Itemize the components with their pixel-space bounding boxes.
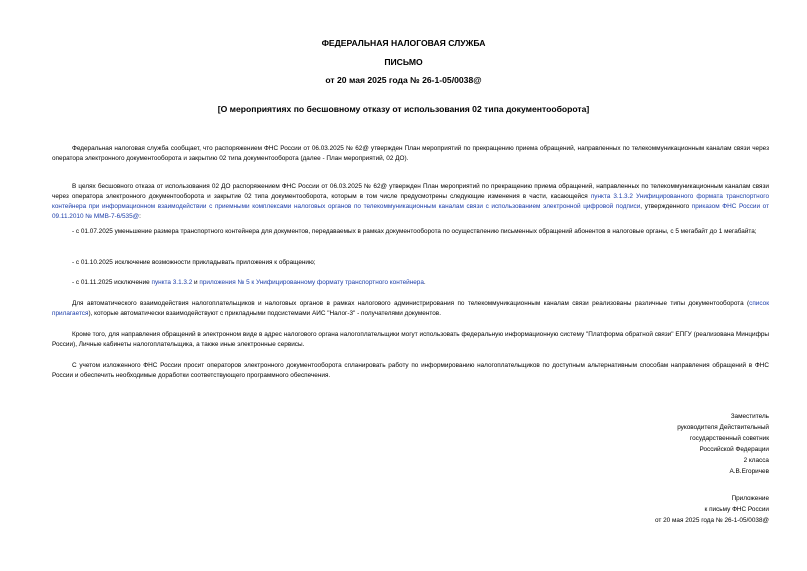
document-date: от 20 мая 2025 года № 26-1-05/0038@ [325, 75, 482, 85]
appendix-line: к письму ФНС России [704, 506, 769, 513]
signature-line: руководителя Действительный [677, 424, 769, 431]
list-item-text: . [423, 279, 426, 286]
signature-line: 2 класса [743, 457, 769, 464]
appendix-line: Приложение [731, 495, 769, 502]
paragraph-intro: Федеральная налоговая служба сообщает, что распоряжением ФНС России от 06.03.2025 № 62@ утвержден План мероприятий по прекращению приема обращений, направленных по телекоммуникационным каналам связи через оператора электронного документооборота и закрытию 02 типа документооборота (далее - План мероприятий, 02 ДО). [52, 145, 769, 162]
list-item-size-reduction: - с 01.07.2025 уменьшение размера транспортного контейнера для документов, передаваемых в рамках документооборота по осуществлению письменных обращений абонентов в налоговые органы, с 5 мегабайт до 1 мегабайта; [72, 228, 757, 235]
paragraph-text: Для автоматического взаимодействия налогоплательщиков и налоговых органов в рамках налогового администрирования по телекоммуникационным каналам связи реализованы различные типы документооборота ( [72, 300, 750, 307]
paragraph-text: , утвержденного [640, 203, 692, 210]
signature-block [549, 411, 769, 477]
paragraph-document-types [52, 299, 769, 319]
link-clause-3132[interactable]: пункта 3.1.3.2 Унифицированного формата транспортного контейнера при информационном взаимодействии с приемными комплексами налоговых органов по телекоммуникационным каналам связи с использованием электронной цифровой подписи [52, 193, 769, 210]
paragraph-text: : [139, 213, 141, 220]
signature-line: Заместитель [730, 413, 769, 420]
agency-name: ФЕДЕРАЛЬНАЯ НАЛОГОВАЯ СЛУЖБА [321, 38, 486, 48]
appendix-block [549, 493, 769, 526]
list-item-text: - с 01.11.2025 исключение [72, 279, 152, 286]
link-clause-3132-short[interactable]: пункта 3.1.3.2 [151, 279, 193, 286]
paragraph-text: ), которые автоматически взаимодействуют с прикладными подсистемами АИС "Налог-3" - получателями документов. [88, 310, 441, 317]
link-order-fns[interactable]: приказом ФНС России от 09.11.2010 № ММВ-7-6/535@ [52, 203, 769, 220]
appendix-line: от 20 мая 2025 года № 26-1-05/0038@ [655, 517, 769, 524]
document-type: ПИСЬМО [384, 57, 423, 67]
list-item-text: и [192, 279, 200, 286]
paragraph-changes [52, 182, 769, 222]
signature-line: государственный советник [689, 435, 769, 442]
paragraph-feedback-platform: Кроме того, для направления обращений в электронном виде в адрес налогового органа налогоплательщики могут использовать федеральную информационную систему "Платформа обратной связи" ЕПГУ (реализована Минцифры России), Личные кабинеты налогоплательщика, а также иные электронные сервисы. [52, 331, 769, 348]
paragraph-request: С учетом изложенного ФНС России просит операторов электронного документооборота спланировать работу по информированию налогоплательщиков по доступным альтернативным способам направления обращений в ФНС России и обеспечить необходимые доработки соответствующего программного обеспечения. [52, 362, 769, 379]
list-item-attachments: - с 01.10.2025 исключение возможности прикладывать приложения к обращению; [72, 259, 316, 266]
document-title: [О мероприятиях по бесшовному отказу от использования 02 типа документооборота] [217, 104, 590, 114]
paragraph-text: В целях бесшовного отказа от использования 02 ДО распоряжением ФНС России от 06.03.2025 № 62@ утвержден План мероприятий по прекращению приема обращений, направленных по телекоммуникационным каналам связи через оператора электронного документооборота и закрытие 02 типа документооборота, которым в том числе предусмотрены следующие изменения в части, касающейся [52, 183, 769, 200]
link-appendix-5[interactable]: приложения № 5 к Унифицированному формату транспортного контейнера [199, 279, 424, 286]
signature-line: Российской Федерации [699, 446, 769, 453]
link-attached-list[interactable]: список прилагается [52, 300, 769, 317]
signature-name: А.В.Егоричев [729, 468, 769, 475]
list-item-exclusion [52, 278, 769, 288]
